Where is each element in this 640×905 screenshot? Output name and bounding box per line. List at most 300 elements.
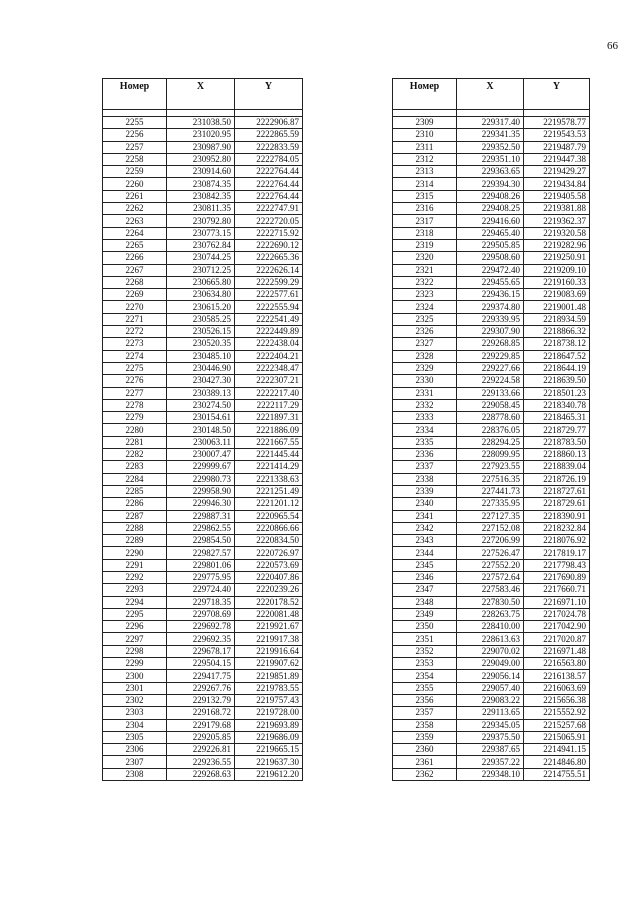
table-row xyxy=(393,731,590,743)
table-header-row xyxy=(393,79,590,110)
point-number-cell: 2299 xyxy=(103,658,167,670)
y-coordinate-cell: 2218465.31 xyxy=(524,412,590,424)
x-coordinate-cell: 229946.30 xyxy=(167,498,235,510)
x-coordinate-cell: 230485.10 xyxy=(167,350,235,362)
table-row xyxy=(103,203,303,215)
x-coordinate-cell: 230427.30 xyxy=(167,375,235,387)
point-number-cell: 2289 xyxy=(103,535,167,547)
table-row xyxy=(103,153,303,165)
point-number-cell: 2333 xyxy=(393,412,457,424)
point-number-cell: 2351 xyxy=(393,633,457,645)
y-coordinate-cell: 2219320.58 xyxy=(524,227,590,239)
y-coordinate-cell: 2222626.14 xyxy=(235,264,303,276)
point-number-cell: 2323 xyxy=(393,289,457,301)
y-coordinate-cell: 2218783.50 xyxy=(524,436,590,448)
point-number-cell: 2286 xyxy=(103,498,167,510)
point-number-cell: 2348 xyxy=(393,596,457,608)
table-row xyxy=(103,719,303,731)
x-coordinate-cell: 229352.50 xyxy=(457,141,524,153)
table-row xyxy=(393,682,590,694)
point-number-cell: 2312 xyxy=(393,153,457,165)
y-coordinate-cell: 2219693.89 xyxy=(235,719,303,731)
x-coordinate-cell: 229436.15 xyxy=(457,289,524,301)
y-coordinate-cell: 2222690.12 xyxy=(235,239,303,251)
y-coordinate-cell: 2219665.15 xyxy=(235,744,303,756)
point-number-cell: 2350 xyxy=(393,621,457,633)
table-row xyxy=(103,166,303,178)
y-coordinate-cell: 2222438.04 xyxy=(235,338,303,350)
y-coordinate-cell: 2219362.37 xyxy=(524,215,590,227)
x-coordinate-cell: 230585.25 xyxy=(167,313,235,325)
point-number-cell: 2332 xyxy=(393,399,457,411)
table-row xyxy=(103,424,303,436)
y-coordinate-cell: 2219543.53 xyxy=(524,129,590,141)
point-number-cell: 2277 xyxy=(103,387,167,399)
x-coordinate-cell: 229049.00 xyxy=(457,658,524,670)
y-coordinate-cell: 2221886.09 xyxy=(235,424,303,436)
table-row xyxy=(103,449,303,461)
point-number-cell: 2318 xyxy=(393,227,457,239)
point-number-cell: 2342 xyxy=(393,522,457,534)
x-coordinate-cell: 229057.40 xyxy=(457,682,524,694)
point-number-cell: 2330 xyxy=(393,375,457,387)
y-coordinate-cell: 2220726.97 xyxy=(235,547,303,559)
x-coordinate-cell: 227152.08 xyxy=(457,522,524,534)
table-row xyxy=(103,571,303,583)
y-coordinate-cell: 2218647.52 xyxy=(524,350,590,362)
y-coordinate-cell: 2218340.78 xyxy=(524,399,590,411)
table-row xyxy=(393,153,590,165)
x-coordinate-cell: 229801.06 xyxy=(167,559,235,571)
table-row xyxy=(103,301,303,313)
x-coordinate-cell: 229132.79 xyxy=(167,694,235,706)
x-coordinate-cell: 227516.35 xyxy=(457,473,524,485)
point-number-cell: 2257 xyxy=(103,141,167,153)
x-coordinate-cell: 229678.17 xyxy=(167,645,235,657)
point-number-cell: 2316 xyxy=(393,203,457,215)
table-row xyxy=(103,682,303,694)
x-coordinate-cell: 227552.20 xyxy=(457,559,524,571)
table-row xyxy=(103,658,303,670)
point-number-cell: 2320 xyxy=(393,252,457,264)
y-coordinate-cell: 2218738.12 xyxy=(524,338,590,350)
y-coordinate-cell: 2222764.44 xyxy=(235,166,303,178)
y-coordinate-cell: 2217042.90 xyxy=(524,621,590,633)
x-coordinate-cell: 229236.55 xyxy=(167,756,235,768)
y-coordinate-cell: 2221414.29 xyxy=(235,461,303,473)
point-number-cell: 2262 xyxy=(103,203,167,215)
table-row xyxy=(393,129,590,141)
table-row xyxy=(393,645,590,657)
y-coordinate-cell: 2215656.38 xyxy=(524,694,590,706)
table-row xyxy=(393,584,590,596)
x-coordinate-cell: 227583.46 xyxy=(457,584,524,596)
y-coordinate-cell: 2217690.89 xyxy=(524,571,590,583)
x-coordinate-cell: 229455.65 xyxy=(457,276,524,288)
y-coordinate-cell: 2218644.19 xyxy=(524,362,590,374)
table-row xyxy=(393,756,590,768)
y-coordinate-cell: 2216138.57 xyxy=(524,670,590,682)
point-number-cell: 2302 xyxy=(103,694,167,706)
table-row xyxy=(393,239,590,251)
table-row xyxy=(103,707,303,719)
x-coordinate-cell: 229083.22 xyxy=(457,694,524,706)
x-coordinate-cell: 230842.35 xyxy=(167,190,235,202)
table-row xyxy=(103,227,303,239)
table-row xyxy=(103,338,303,350)
table-row xyxy=(103,362,303,374)
point-number-cell: 2357 xyxy=(393,707,457,719)
table-row xyxy=(393,301,590,313)
x-coordinate-cell: 229345.05 xyxy=(457,719,524,731)
table-row xyxy=(393,707,590,719)
page-number: 66 xyxy=(607,40,618,52)
x-coordinate-cell: 229692.78 xyxy=(167,621,235,633)
table-row xyxy=(103,670,303,682)
point-number-cell: 2343 xyxy=(393,535,457,547)
table-row xyxy=(103,731,303,743)
x-coordinate-cell: 230762.84 xyxy=(167,239,235,251)
point-number-cell: 2265 xyxy=(103,239,167,251)
table-row xyxy=(393,338,590,350)
y-coordinate-cell: 2219160.33 xyxy=(524,276,590,288)
table-row xyxy=(103,633,303,645)
table-row xyxy=(393,227,590,239)
x-coordinate-cell: 229375.50 xyxy=(457,731,524,743)
table-row xyxy=(103,596,303,608)
y-coordinate-cell: 2219001.48 xyxy=(524,301,590,313)
point-number-cell: 2336 xyxy=(393,449,457,461)
x-coordinate-cell: 229363.65 xyxy=(457,166,524,178)
point-number-cell: 2281 xyxy=(103,436,167,448)
y-coordinate-cell: 2220407.86 xyxy=(235,571,303,583)
point-number-cell: 2306 xyxy=(103,744,167,756)
point-number-cell: 2292 xyxy=(103,571,167,583)
point-number-cell: 2259 xyxy=(103,166,167,178)
table-row xyxy=(103,178,303,190)
x-coordinate-cell: 229827.57 xyxy=(167,547,235,559)
table-row xyxy=(103,535,303,547)
table-spacer-row xyxy=(103,110,303,117)
table-row xyxy=(103,744,303,756)
table-row xyxy=(393,658,590,670)
table-row xyxy=(103,768,303,780)
y-coordinate-cell: 2216563.80 xyxy=(524,658,590,670)
y-coordinate-cell: 2220965.54 xyxy=(235,510,303,522)
column-header-x: X xyxy=(457,79,524,110)
table-row xyxy=(393,571,590,583)
table-row xyxy=(393,362,590,374)
y-coordinate-cell: 2222747.91 xyxy=(235,203,303,215)
table-row xyxy=(393,264,590,276)
y-coordinate-cell: 2219916.64 xyxy=(235,645,303,657)
point-number-cell: 2356 xyxy=(393,694,457,706)
x-coordinate-cell: 227526.47 xyxy=(457,547,524,559)
x-coordinate-cell: 230773.15 xyxy=(167,227,235,239)
table-row xyxy=(393,399,590,411)
point-number-cell: 2304 xyxy=(103,719,167,731)
x-coordinate-cell: 228263.75 xyxy=(457,608,524,620)
x-coordinate-cell: 229508.60 xyxy=(457,252,524,264)
x-coordinate-cell: 229341.35 xyxy=(457,129,524,141)
x-coordinate-cell: 230615.20 xyxy=(167,301,235,313)
table-row xyxy=(103,375,303,387)
table-row xyxy=(393,596,590,608)
table-row xyxy=(103,756,303,768)
y-coordinate-cell: 2214755.51 xyxy=(524,768,590,780)
y-coordinate-cell: 2221667.55 xyxy=(235,436,303,448)
table-row xyxy=(103,498,303,510)
column-header-x: X xyxy=(167,79,235,110)
y-coordinate-cell: 2217024.78 xyxy=(524,608,590,620)
table-row xyxy=(393,559,590,571)
x-coordinate-cell: 229387.65 xyxy=(457,744,524,756)
table-row xyxy=(103,547,303,559)
spacer-cell xyxy=(457,110,524,117)
table-row xyxy=(103,436,303,448)
x-coordinate-cell: 229724.40 xyxy=(167,584,235,596)
y-coordinate-cell: 2219907.62 xyxy=(235,658,303,670)
x-coordinate-cell: 229070.02 xyxy=(457,645,524,657)
point-number-cell: 2266 xyxy=(103,252,167,264)
table-row xyxy=(393,203,590,215)
table-row xyxy=(393,498,590,510)
spacer-cell xyxy=(393,110,457,117)
x-coordinate-cell: 229718.35 xyxy=(167,596,235,608)
table-row xyxy=(103,584,303,596)
x-coordinate-cell: 229708.69 xyxy=(167,608,235,620)
point-number-cell: 2293 xyxy=(103,584,167,596)
table-row xyxy=(393,461,590,473)
y-coordinate-cell: 2222865.59 xyxy=(235,129,303,141)
point-number-cell: 2319 xyxy=(393,239,457,251)
point-number-cell: 2313 xyxy=(393,166,457,178)
point-number-cell: 2326 xyxy=(393,326,457,338)
table-row xyxy=(103,608,303,620)
y-coordinate-cell: 2219637.30 xyxy=(235,756,303,768)
x-coordinate-cell: 229056.14 xyxy=(457,670,524,682)
y-coordinate-cell: 2219728.00 xyxy=(235,707,303,719)
table-row xyxy=(103,510,303,522)
table-row xyxy=(393,522,590,534)
point-number-cell: 2258 xyxy=(103,153,167,165)
point-number-cell: 2255 xyxy=(103,117,167,129)
point-number-cell: 2310 xyxy=(393,129,457,141)
point-number-cell: 2260 xyxy=(103,178,167,190)
point-number-cell: 2273 xyxy=(103,338,167,350)
x-coordinate-cell: 229168.72 xyxy=(167,707,235,719)
point-number-cell: 2267 xyxy=(103,264,167,276)
point-number-cell: 2341 xyxy=(393,510,457,522)
y-coordinate-cell: 2222599.29 xyxy=(235,276,303,288)
table-row xyxy=(393,670,590,682)
x-coordinate-cell: 229958.90 xyxy=(167,485,235,497)
x-coordinate-cell: 229348.10 xyxy=(457,768,524,780)
table-row xyxy=(393,289,590,301)
point-number-cell: 2358 xyxy=(393,719,457,731)
x-coordinate-cell: 227335.95 xyxy=(457,498,524,510)
table-row xyxy=(393,633,590,645)
x-coordinate-cell: 229854.50 xyxy=(167,535,235,547)
point-number-cell: 2353 xyxy=(393,658,457,670)
y-coordinate-cell: 2221338.63 xyxy=(235,473,303,485)
point-number-cell: 2314 xyxy=(393,178,457,190)
point-number-cell: 2361 xyxy=(393,756,457,768)
x-coordinate-cell: 229133.66 xyxy=(457,387,524,399)
x-coordinate-cell: 228778.60 xyxy=(457,412,524,424)
y-coordinate-cell: 2217660.71 xyxy=(524,584,590,596)
x-coordinate-cell: 227830.50 xyxy=(457,596,524,608)
spacer-cell xyxy=(524,110,590,117)
y-coordinate-cell: 2219612.20 xyxy=(235,768,303,780)
x-coordinate-cell: 230874.35 xyxy=(167,178,235,190)
y-coordinate-cell: 2222720.05 xyxy=(235,215,303,227)
column-header-y: Y xyxy=(235,79,303,110)
x-coordinate-cell: 229339.95 xyxy=(457,313,524,325)
table-header-row xyxy=(103,79,303,110)
y-coordinate-cell: 2216063.69 xyxy=(524,682,590,694)
table-row xyxy=(103,350,303,362)
y-coordinate-cell: 2222784.05 xyxy=(235,153,303,165)
point-number-cell: 2329 xyxy=(393,362,457,374)
x-coordinate-cell: 228613.63 xyxy=(457,633,524,645)
x-coordinate-cell: 230063.11 xyxy=(167,436,235,448)
y-coordinate-cell: 2217798.43 xyxy=(524,559,590,571)
x-coordinate-cell: 229416.60 xyxy=(457,215,524,227)
table-row xyxy=(393,326,590,338)
point-number-cell: 2284 xyxy=(103,473,167,485)
point-number-cell: 2317 xyxy=(393,215,457,227)
point-number-cell: 2290 xyxy=(103,547,167,559)
x-coordinate-cell: 229113.65 xyxy=(457,707,524,719)
y-coordinate-cell: 2218639.50 xyxy=(524,375,590,387)
x-coordinate-cell: 229417.75 xyxy=(167,670,235,682)
y-coordinate-cell: 2218232.84 xyxy=(524,522,590,534)
y-coordinate-cell: 2218934.59 xyxy=(524,313,590,325)
y-coordinate-cell: 2219209.10 xyxy=(524,264,590,276)
x-coordinate-cell: 230446.90 xyxy=(167,362,235,374)
point-number-cell: 2275 xyxy=(103,362,167,374)
table-row xyxy=(103,621,303,633)
y-coordinate-cell: 2220239.26 xyxy=(235,584,303,596)
y-coordinate-cell: 2222715.92 xyxy=(235,227,303,239)
table-row xyxy=(393,473,590,485)
point-number-cell: 2337 xyxy=(393,461,457,473)
point-number-cell: 2283 xyxy=(103,461,167,473)
y-coordinate-cell: 2214941.15 xyxy=(524,744,590,756)
y-coordinate-cell: 2222307.21 xyxy=(235,375,303,387)
y-coordinate-cell: 2218727.61 xyxy=(524,485,590,497)
table-row xyxy=(393,449,590,461)
table-row xyxy=(393,252,590,264)
x-coordinate-cell: 230811.35 xyxy=(167,203,235,215)
y-coordinate-cell: 2221445.44 xyxy=(235,449,303,461)
point-number-cell: 2315 xyxy=(393,190,457,202)
x-coordinate-cell: 230526.15 xyxy=(167,326,235,338)
table-row xyxy=(103,399,303,411)
x-coordinate-cell: 229999.67 xyxy=(167,461,235,473)
table-row xyxy=(393,276,590,288)
table-row xyxy=(393,190,590,202)
point-number-cell: 2288 xyxy=(103,522,167,534)
table-row xyxy=(393,719,590,731)
x-coordinate-cell: 228099.95 xyxy=(457,449,524,461)
x-coordinate-cell: 229268.63 xyxy=(167,768,235,780)
table-row xyxy=(393,313,590,325)
table-row xyxy=(393,694,590,706)
table-row xyxy=(103,239,303,251)
y-coordinate-cell: 2222449.89 xyxy=(235,326,303,338)
table-row xyxy=(103,473,303,485)
point-number-cell: 2349 xyxy=(393,608,457,620)
x-coordinate-cell: 229692.35 xyxy=(167,633,235,645)
point-number-cell: 2334 xyxy=(393,424,457,436)
y-coordinate-cell: 2217819.17 xyxy=(524,547,590,559)
y-coordinate-cell: 2215552.92 xyxy=(524,707,590,719)
point-number-cell: 2297 xyxy=(103,633,167,645)
point-number-cell: 2301 xyxy=(103,682,167,694)
point-number-cell: 2272 xyxy=(103,326,167,338)
table-row xyxy=(393,535,590,547)
table-row xyxy=(393,178,590,190)
y-coordinate-cell: 2217020.87 xyxy=(524,633,590,645)
x-coordinate-cell: 231020.95 xyxy=(167,129,235,141)
spacer-cell xyxy=(167,110,235,117)
table-row xyxy=(103,141,303,153)
x-coordinate-cell: 227127.35 xyxy=(457,510,524,522)
y-coordinate-cell: 2222665.36 xyxy=(235,252,303,264)
table-row xyxy=(103,129,303,141)
point-number-cell: 2271 xyxy=(103,313,167,325)
y-coordinate-cell: 2219405.58 xyxy=(524,190,590,202)
y-coordinate-cell: 2219083.69 xyxy=(524,289,590,301)
x-coordinate-cell: 230007.47 xyxy=(167,449,235,461)
point-number-cell: 2352 xyxy=(393,645,457,657)
x-coordinate-cell: 230389.13 xyxy=(167,387,235,399)
x-coordinate-cell: 229862.55 xyxy=(167,522,235,534)
y-coordinate-cell: 2221201.12 xyxy=(235,498,303,510)
point-number-cell: 2325 xyxy=(393,313,457,325)
table-row xyxy=(103,522,303,534)
table-row xyxy=(393,608,590,620)
table-row xyxy=(103,461,303,473)
y-coordinate-cell: 2219917.38 xyxy=(235,633,303,645)
table-row xyxy=(393,117,590,129)
x-coordinate-cell: 229394.30 xyxy=(457,178,524,190)
point-number-cell: 2287 xyxy=(103,510,167,522)
y-coordinate-cell: 2219447.38 xyxy=(524,153,590,165)
table-row xyxy=(393,485,590,497)
table-row xyxy=(103,190,303,202)
x-coordinate-cell: 230712.25 xyxy=(167,264,235,276)
table-row xyxy=(393,621,590,633)
table-row xyxy=(103,387,303,399)
point-number-cell: 2328 xyxy=(393,350,457,362)
y-coordinate-cell: 2222555.94 xyxy=(235,301,303,313)
spacer-cell xyxy=(103,110,167,117)
point-number-cell: 2335 xyxy=(393,436,457,448)
x-coordinate-cell: 230520.35 xyxy=(167,338,235,350)
column-header-number: Номер xyxy=(393,79,457,110)
table-row xyxy=(103,559,303,571)
point-number-cell: 2324 xyxy=(393,301,457,313)
point-number-cell: 2264 xyxy=(103,227,167,239)
y-coordinate-cell: 2218501.23 xyxy=(524,387,590,399)
y-coordinate-cell: 2215257.68 xyxy=(524,719,590,731)
x-coordinate-cell: 230148.50 xyxy=(167,424,235,436)
table-row xyxy=(103,645,303,657)
x-coordinate-cell: 229374.80 xyxy=(457,301,524,313)
